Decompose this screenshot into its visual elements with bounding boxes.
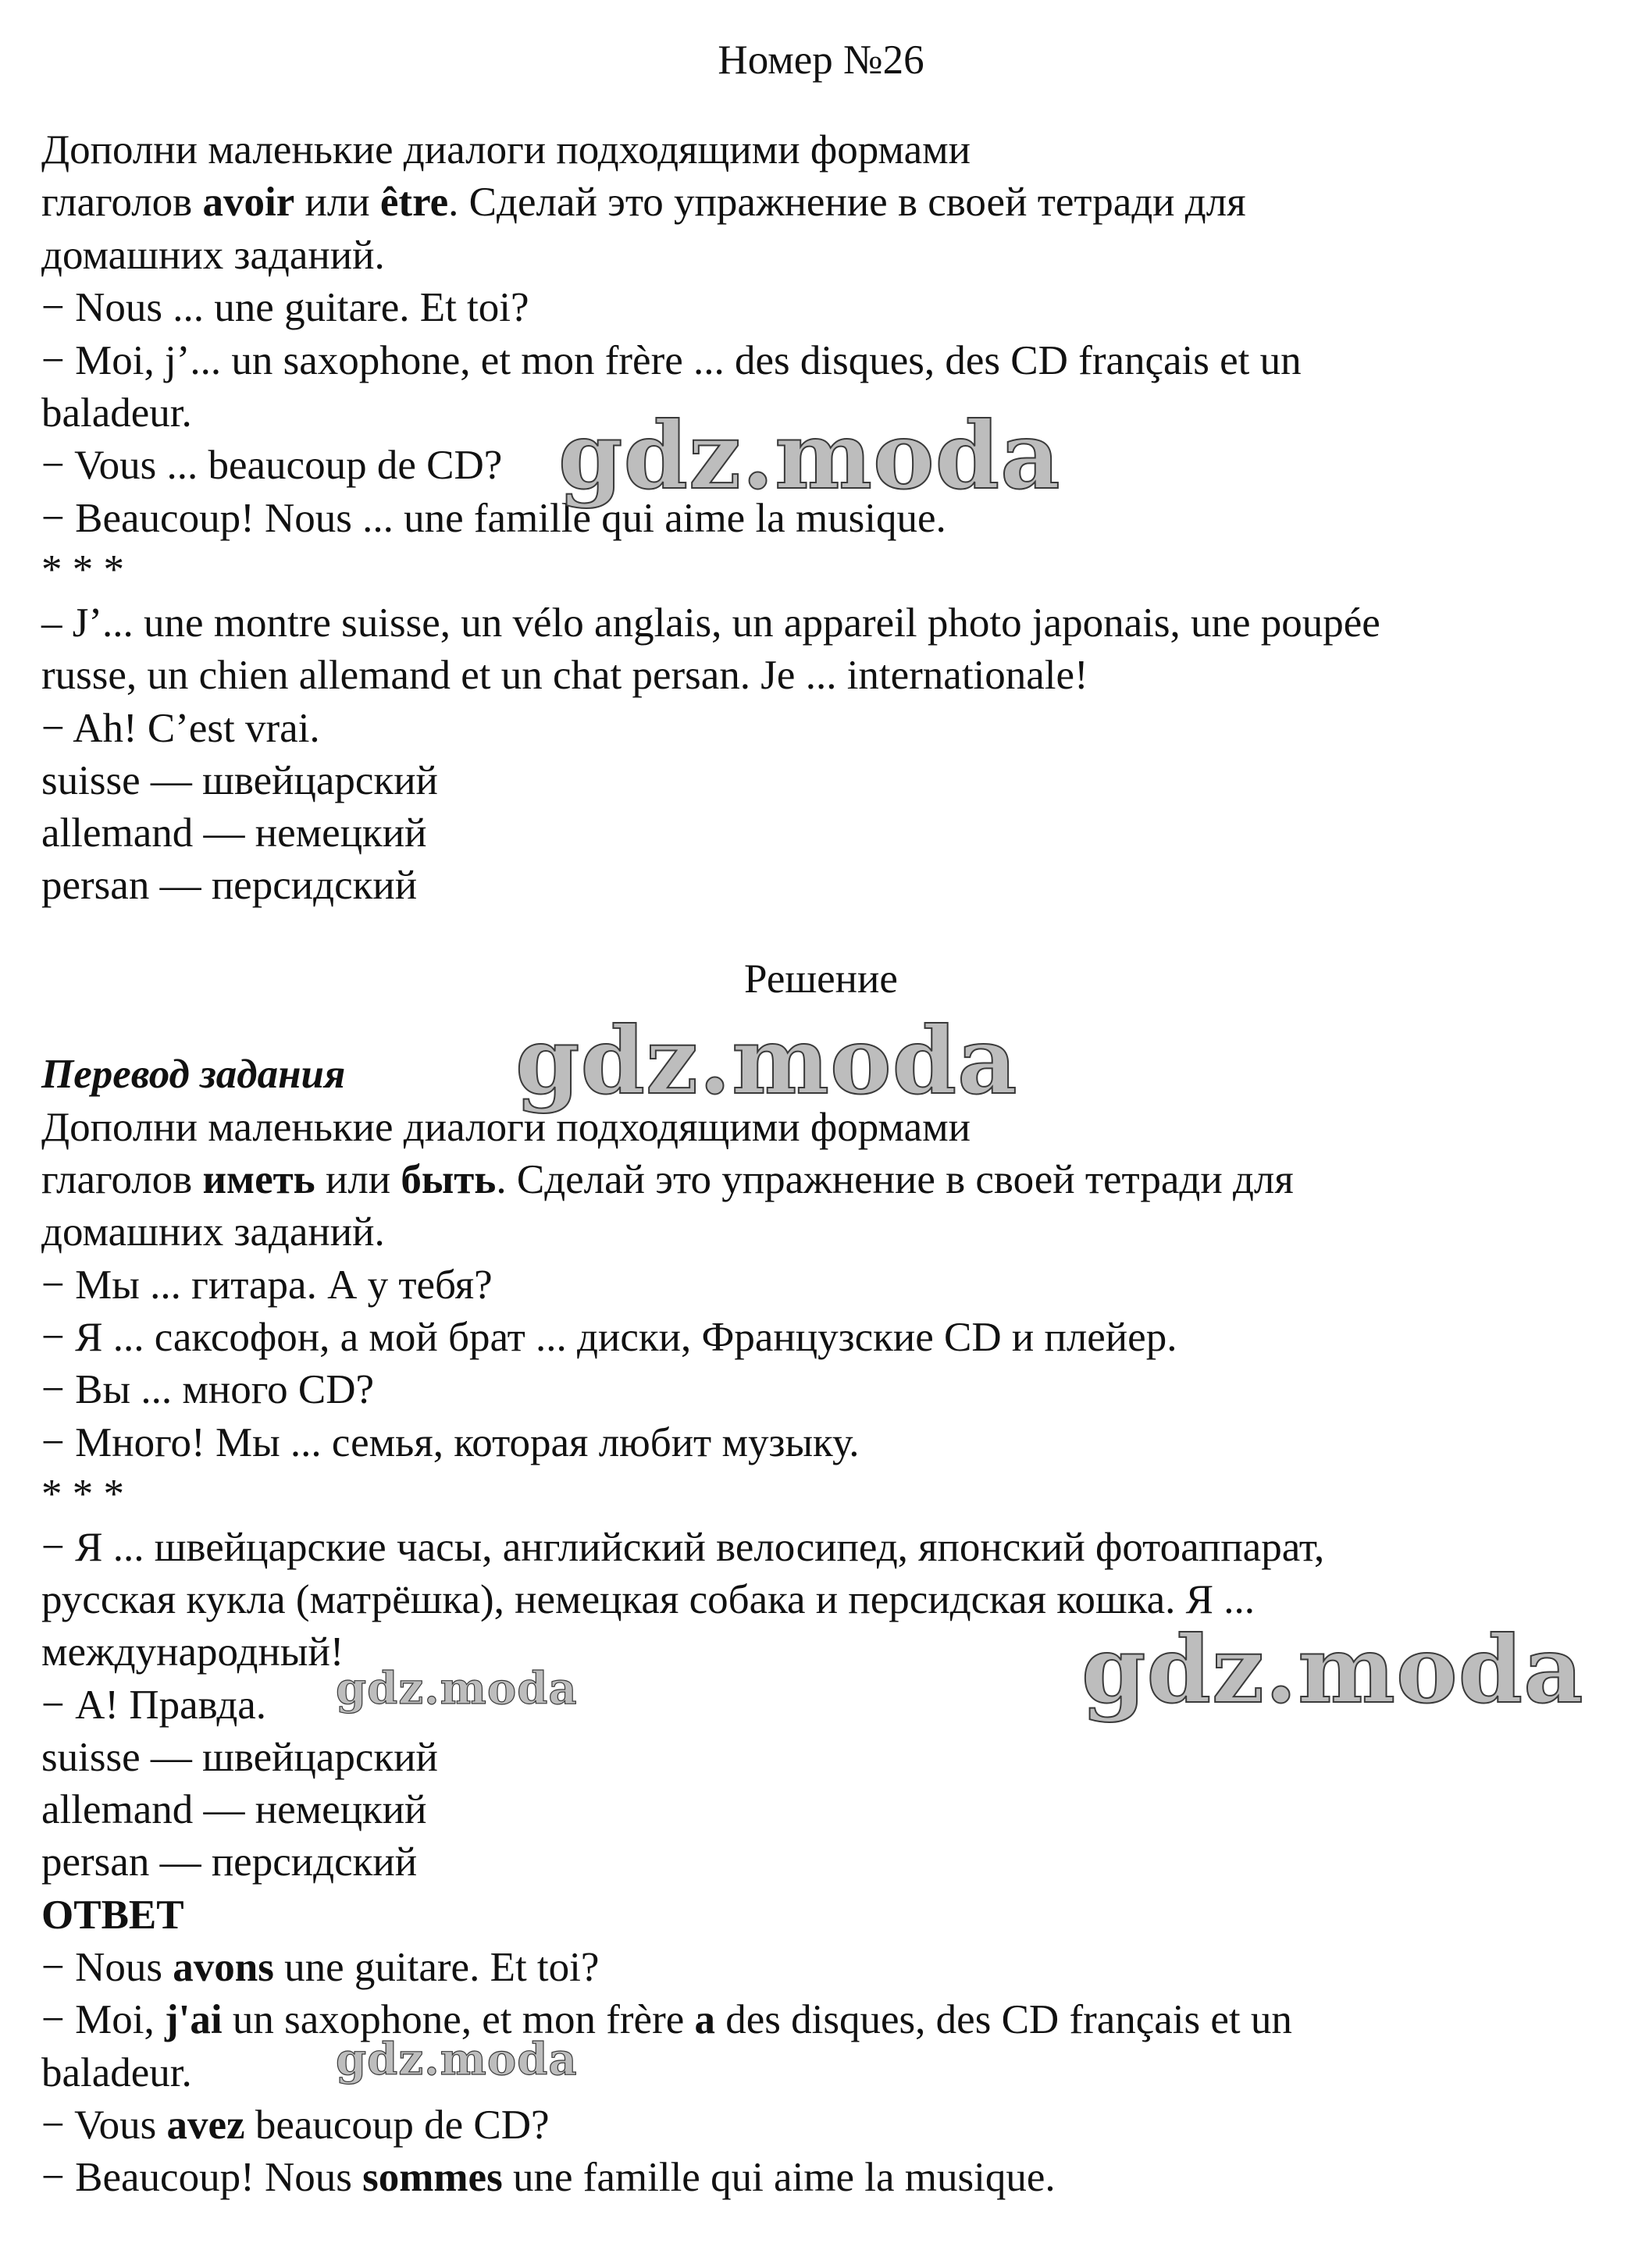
task-dialog-line: − Nous ... une guitare. Et toi? [41,285,529,330]
answer-line: baladeur. [41,2050,192,2095]
vocab-line: persan — персидский [41,1839,418,1885]
translation-separator: * * * [41,1472,124,1517]
translation-dialog-line: − Мы ... гитара. А у тебя? [41,1262,493,1308]
solution-title: Решение [744,956,898,1002]
task-line-1: Дополни маленькие диалоги подходящими формами [41,127,971,173]
task-dialog-line: – J’... une montre suisse, un vélo anglais, un appareil photo japonais, une poupée [41,600,1380,646]
task-dialog-line: − Vous ... beaucoup de CD? [41,443,503,488]
task-dialog-line: russe, un chien allemand et un chat persan. Je ... internationale! [41,653,1088,698]
translation-line-3: домашних заданий. [41,1209,385,1255]
watermark-logo: gdz.moda [558,401,1061,510]
task-separator: * * * [41,547,124,593]
translation-dialog-line: − Вы ... много CD? [41,1367,375,1412]
task-dialog-line: − Beaucoup! Nous ... une famille qui aime la musique. [41,496,946,541]
translation-dialog-line: − Много! Мы ... семья, которая любит музыку. [41,1420,860,1465]
watermark-logo: gdz.moda [1081,1615,1584,1724]
task-dialog-line: baladeur. [41,390,192,436]
vocab-line: suisse — швейцарский [41,1735,438,1780]
translation-dialog-line: русская кукла (матрёшка), немецкая собака и персидская кошка. Я ... [41,1577,1255,1622]
vocab-line: allemand — немецкий [41,1787,427,1832]
watermark-logo: gdz.moda [515,1006,1018,1115]
task-line-3: домашних заданий. [41,233,385,278]
translation-line-2: глаголов иметь или быть. Сделай это упражнение в своей тетради для [41,1157,1294,1202]
translation-heading: Перевод задания [41,1052,346,1097]
vocab-line: allemand — немецкий [41,810,427,856]
translation-dialog-line: международный! [41,1629,344,1675]
vocab-line: persan — персидский [41,863,418,908]
translation-dialog-line: − А! Правда. [41,1682,267,1728]
vocab-line: suisse — швейцарский [41,758,438,803]
task-dialog-line: − Ah! C’est vrai. [41,706,320,751]
translation-dialog-line: − Я ... швейцарские часы, английский велосипед, японский фотоаппарат, [41,1525,1325,1570]
translation-line-1: Дополни маленькие диалоги подходящими формами [41,1105,971,1150]
answer-line: − Beaucoup! Nous sommes une famille qui aime la musique. [41,2155,1056,2200]
watermark-logo: gdz.moda [336,1663,578,1714]
task-line-2: глаголов avoir или être. Сделай это упражнение в своей тетради для [41,180,1246,225]
answer-line: − Moi, j'ai un saxophone, et mon frère a des disques, des CD français et un [41,1997,1292,2042]
answer-line: − Nous avons une guitare. Et toi? [41,1945,600,1990]
answer-heading: ОТВЕТ [41,1892,184,1938]
answer-line: − Vous avez beaucoup de CD? [41,2102,550,2148]
translation-dialog-line: − Я ... саксофон, а мой брат ... диски, Французские CD и плейер. [41,1315,1177,1360]
watermark-logo: gdz.moda [336,2034,578,2085]
task-dialog-line: − Moi, j’... un saxophone, et mon frère ... des disques, des CD français et un [41,338,1302,383]
page-title: Номер №26 [718,37,924,83]
